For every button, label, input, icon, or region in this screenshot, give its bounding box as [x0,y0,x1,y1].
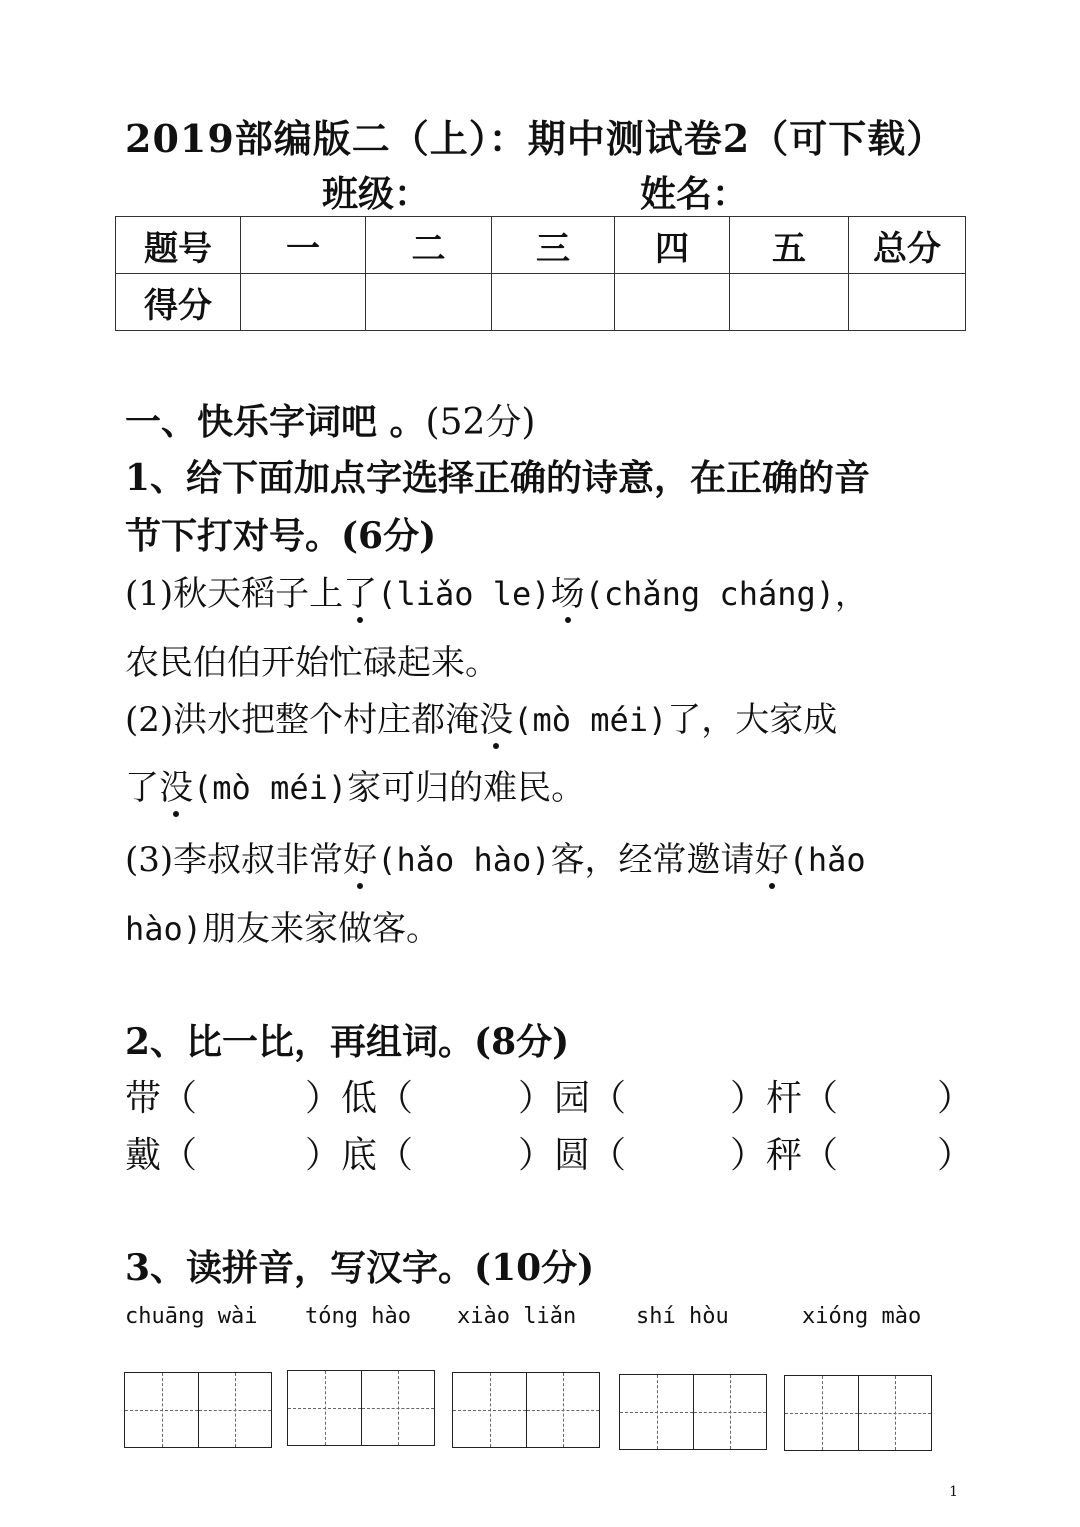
row-label: 得分 [116,274,241,331]
dotted-char: 了 [343,566,377,615]
q2-row2 [125,1127,974,1176]
writing-grid[interactable] [619,1374,767,1450]
compare-item: ）低（ [305,1078,414,1119]
compare-item: ）秤（ [730,1135,839,1176]
writing-cell[interactable] [858,1376,931,1450]
q1-sentence1-line2: 农民伯伯开始忙碌起来。 [125,643,499,683]
header-cell: 题号 [116,217,241,274]
pinyin-options[interactable]: (hǎo [788,841,866,879]
dotted-char: 好 [343,832,377,881]
q1-sentence2-line2 [125,760,585,809]
writing-cell[interactable] [125,1373,198,1447]
header-cell: 五 [730,217,849,274]
dotted-char: 好 [755,832,789,881]
section1-points: (52分) [425,402,536,443]
writing-cell[interactable] [361,1371,434,1445]
q1-sentence2-line1 [125,692,837,741]
text: (1)秋天稻子上 [125,574,344,614]
writing-grid[interactable] [124,1372,272,1448]
q1-prompt-line2: 节下打对号。(6分) [125,515,437,557]
score-cell[interactable] [849,274,966,331]
class-label: 班级： [322,173,431,215]
pinyin-options[interactable]: hào) [125,910,203,948]
pinyin-options[interactable]: (mò méi) [513,701,668,739]
dotted-char: 场 [551,566,585,615]
page-number: 1 [949,1484,958,1500]
text: 家可归的难民。 [347,768,586,808]
score-cell[interactable] [492,274,615,331]
q3-prompt: 3、读拼音，写汉字。(10分) [125,1247,595,1289]
q2-row1 [125,1070,974,1119]
dotted-char: 没 [159,760,193,809]
writing-cell[interactable] [693,1375,766,1449]
header-cell: 三 [492,217,615,274]
text: 客，经常邀请 [550,840,755,880]
pinyin-label: xiào liǎn [457,1304,577,1329]
compare-item: ）杆（ [730,1078,839,1119]
text: 了，大家成 [667,700,838,740]
writing-cell[interactable] [526,1373,599,1447]
score-cell[interactable] [730,274,849,331]
score-table-header-row [116,217,966,274]
compare-item: ）底（ [305,1135,414,1176]
score-table [115,216,966,331]
writing-cell[interactable] [785,1376,858,1450]
section1-title: 一、快乐字词吧 。 [125,401,426,443]
writing-grid[interactable] [287,1370,435,1446]
compare-item: ） [937,1135,974,1176]
page-title: 2019部编版二（上）：期中测试卷2（可下载） [125,116,946,161]
pinyin-label: shí hòu [636,1304,729,1329]
compare-item: ）园（ [518,1078,627,1119]
writing-cell[interactable] [198,1373,271,1447]
pinyin-label: tóng hào [305,1304,411,1329]
text: (2)洪水把整个村庄都淹 [125,700,480,740]
pinyin-options[interactable]: (mò méi) [193,769,348,807]
compare-item: ）圆（ [518,1135,627,1176]
text: (3)李叔叔非常 [125,840,344,880]
header-cell: 二 [366,217,492,274]
section1-heading [125,394,535,445]
q1-prompt-line1: 1、给下面加点字选择正确的诗意，在正确的音 [125,457,871,499]
pinyin-options[interactable]: (chǎng cháng)， [584,575,868,613]
header-cell: 总分 [849,217,966,274]
header-cell: 一 [241,217,366,274]
text: 朋友来家做客。 [202,909,441,949]
pinyin-options[interactable]: (hǎo hào) [377,841,551,879]
writing-grid[interactable] [452,1372,600,1448]
score-table-score-row [116,274,966,331]
text: 了 [125,768,159,808]
q1-sentence1-line1 [125,566,867,615]
pinyin-label: xióng mào [802,1304,922,1329]
q2-prompt: 2、比一比，再组词。(8分) [125,1021,570,1063]
q1-sentence3-line1 [125,832,866,881]
score-cell[interactable] [366,274,492,331]
writing-cell[interactable] [620,1375,693,1449]
compare-item: ） [937,1078,974,1119]
header-cell: 四 [615,217,730,274]
q1-sentence3-line2 [125,901,440,950]
writing-cell[interactable] [453,1373,526,1447]
compare-item: 带（ [125,1078,198,1119]
name-label: 姓名： [640,173,749,215]
pinyin-label: chuāng wài [125,1304,258,1329]
dotted-char: 没 [479,692,513,741]
writing-cell[interactable] [288,1371,361,1445]
pinyin-options[interactable]: (liǎo le) [377,575,551,613]
score-cell[interactable] [615,274,730,331]
compare-item: 戴（ [125,1135,198,1176]
writing-grid[interactable] [784,1375,932,1451]
score-cell[interactable] [241,274,366,331]
